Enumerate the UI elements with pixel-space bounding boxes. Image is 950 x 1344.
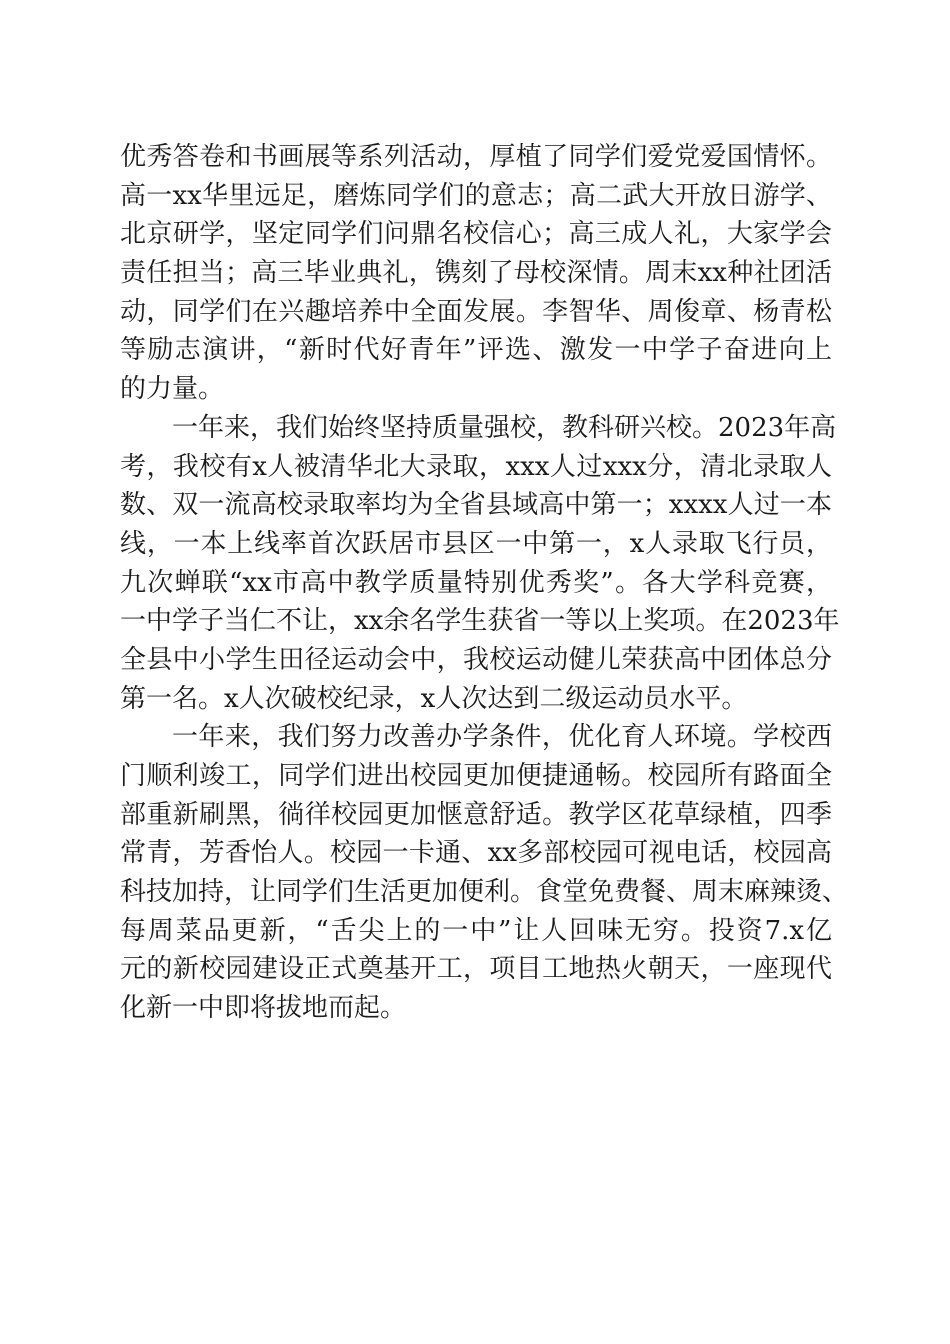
- text-line: 一年来，我们努力改善办学条件，优化育人环境。学校西: [172, 722, 832, 753]
- text-line: 责任担当；高三毕业典礼，镌刻了母校深情。周末xx种社团活: [120, 258, 832, 289]
- text-line: 常青，芳香怡人。校园一卡通、xx多部校园可视电话，校园高: [120, 838, 832, 869]
- paragraph-1: [120, 138, 832, 409]
- text-line: 科技加持，让同学们生活更加便利。食堂免费餐、周末麻辣烫、: [120, 877, 849, 908]
- text-line: 九次蝉联“xx市高中教学质量特别优秀奖”。各大学科竞赛，: [120, 567, 832, 598]
- text-line: 的力量。: [120, 374, 225, 405]
- text-line: 一中学子当仁不让，xx余名学生获省一等以上奖项。在2023年: [120, 606, 840, 637]
- paragraph-2: [120, 409, 840, 719]
- text-line: 门顺利竣工，同学们进出校园更加便捷通畅。校园所有路面全: [120, 761, 832, 791]
- text-line: 数、双一流高校录取率均为全省县域高中第一；xxxx人过一本: [120, 490, 832, 521]
- text-line: 化新一中即将拔地而起。: [120, 993, 407, 1024]
- text-line: 元的新校园建设正式奠基开工，项目工地热火朝天，一座现代: [120, 954, 832, 985]
- paragraph-3: [120, 718, 849, 1028]
- text-line: 等励志演讲，“新时代好青年”评选、激发一中学子奋进向上: [120, 335, 832, 366]
- document-body: [120, 138, 849, 1028]
- text-line: 一年来，我们始终坚持质量强校，教科研兴校。2023年高: [172, 412, 837, 443]
- text-line: 北京研学，坚定同学们问鼎名校信心；高三成人礼，大家学会: [120, 219, 832, 250]
- text-line: 每周菜品更新，“舌尖上的一中”让人回味无穷。投资7.x亿: [120, 915, 832, 946]
- text-line: 高一xx华里远足，磨炼同学们的意志；高二武大开放日游学、: [120, 180, 832, 211]
- text-line: 全县中小学生田径运动会中，我校运动健儿荣获高中团体总分: [120, 644, 832, 675]
- text-line: 优秀答卷和书画展等系列活动，厚植了同学们爱党爱国情怀。: [120, 142, 832, 172]
- text-line: 部重新刷黑，徜徉校园更加惬意舒适。教学区花草绿植，四季: [120, 799, 832, 830]
- text-line: 考，我校有x人被清华北大录取，xxx人过xxx分，清北录取人: [120, 451, 832, 482]
- text-line: 动，同学们在兴趣培养中全面发展。李智华、周俊章、杨青松: [120, 296, 832, 327]
- text-line: 线，一本上线率首次跃居市县区一中第一，x人录取飞行员，: [120, 528, 832, 559]
- text-line: 第一名。x人次破校纪录，x人次达到二级运动员水平。: [120, 683, 748, 714]
